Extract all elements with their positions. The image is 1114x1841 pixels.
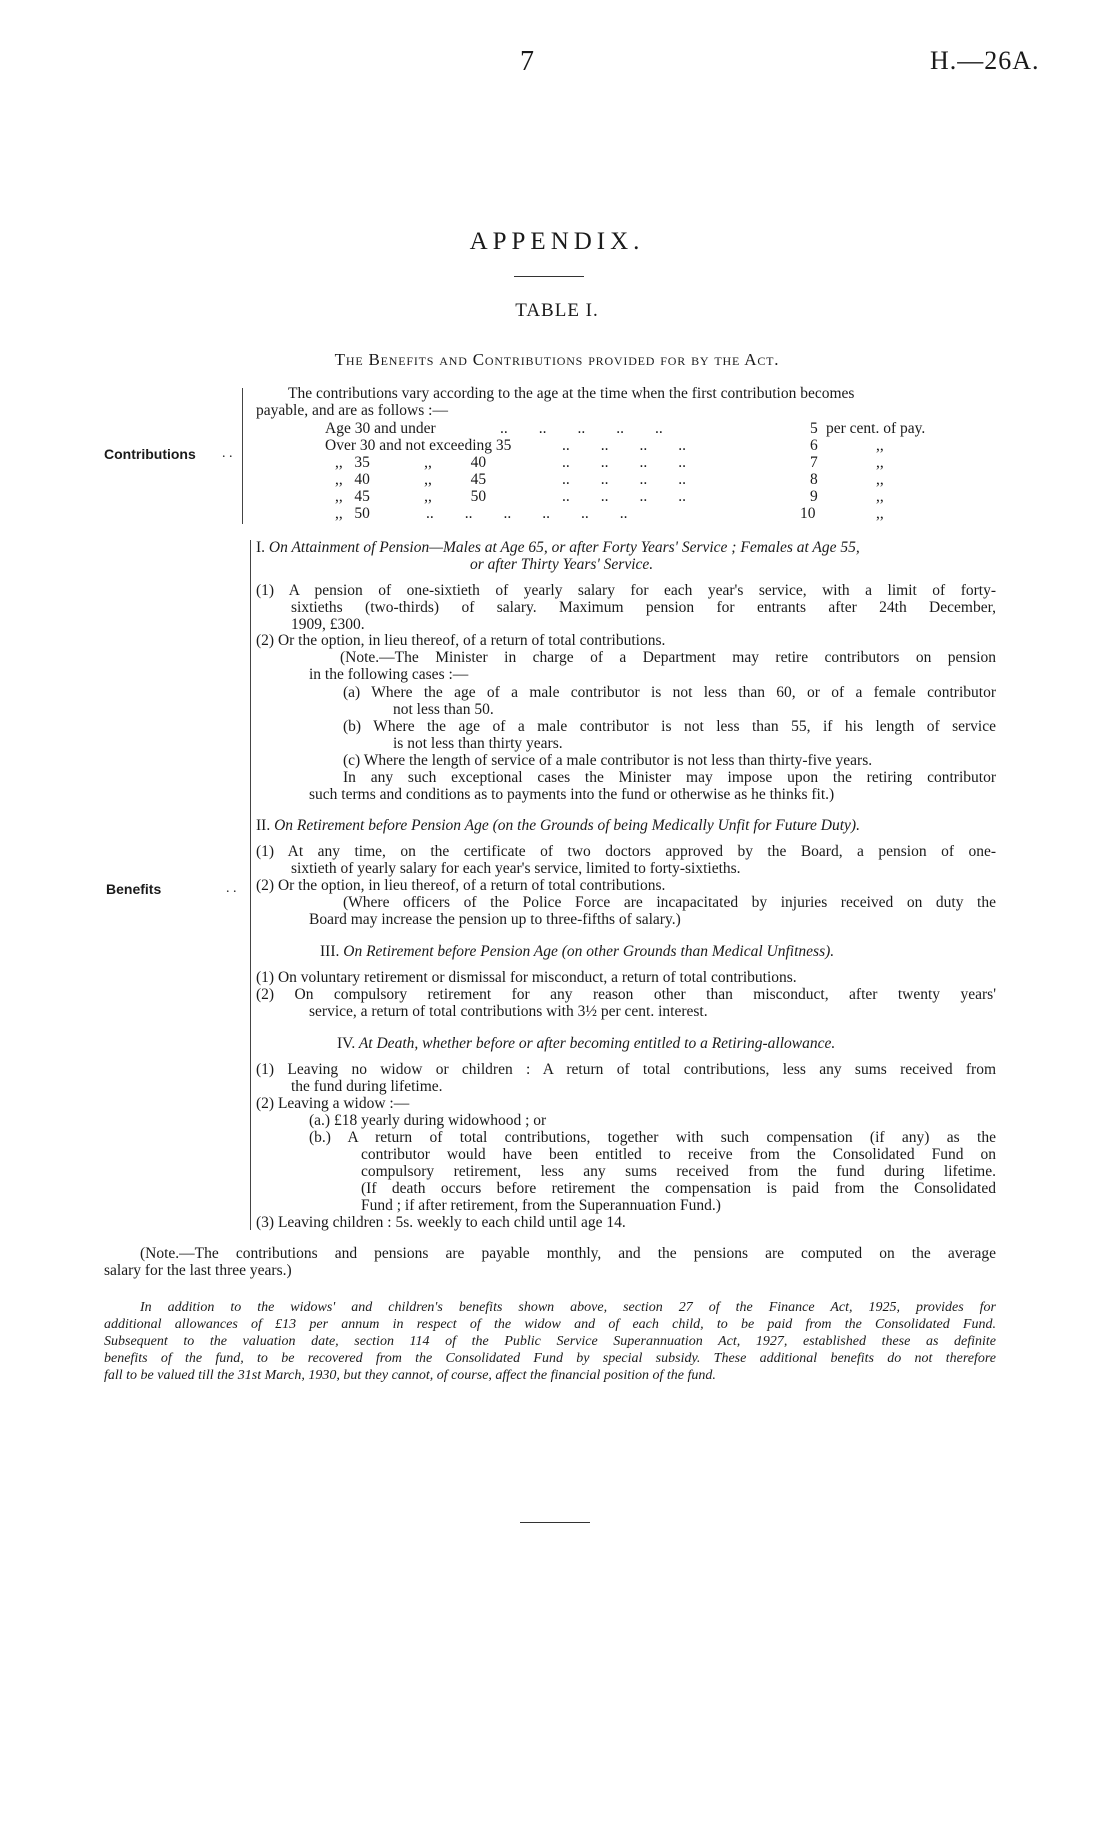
- section-1-heading-line-2: or after Thirty Years' Service.: [470, 556, 654, 573]
- section-2-number: II.: [256, 817, 271, 834]
- section-1-number: I.: [256, 539, 266, 556]
- section-4-heading-text: At Death, whether before or after becoming entitled to a Retiring-allowance.: [358, 1035, 836, 1052]
- appendix-title: APPENDIX.: [469, 228, 645, 255]
- page-number: 7: [520, 46, 534, 77]
- section-1-case-b-line-1: (b) Where the age of a male contributor is not less than 55, if his length of service: [343, 718, 996, 735]
- section-1-note-line-1: (Note.—The Minister in charge of a Department may retire contributors on pension: [340, 649, 996, 666]
- section-1-item-1-line-3: 1909, £300.: [291, 616, 365, 633]
- contributions-brace: [242, 388, 243, 524]
- section-4-item-3: (3) Leaving children : 5s. weekly to each child until age 14.: [256, 1214, 626, 1231]
- rate-leader: .. .. .. ..: [562, 437, 686, 454]
- section-1-note-line-2: in the following cases :—: [309, 666, 469, 683]
- general-note-line-1: (Note.—The contributions and pensions are payable monthly, and the pensions are computed on the average: [140, 1245, 996, 1262]
- benefits-label: Benefits: [106, 881, 162, 897]
- section-4-item-2a: (a.) £18 yearly during widowhood ; or: [309, 1112, 547, 1129]
- section-2-heading: [256, 817, 860, 835]
- section-2-heading-text: On Retirement before Pension Age (on the Grounds of being Medically Unfit for Future Duty).: [274, 817, 860, 834]
- contributions-label: Contributions: [104, 446, 196, 462]
- rate-leader: .. .. .. ..: [562, 454, 686, 471]
- rate-age: ,, 45 ,, 50: [335, 488, 487, 505]
- rate-value: 5: [810, 420, 818, 437]
- section-3-item-1: (1) On voluntary retirement or dismissal for misconduct, a return of total contributions.: [256, 969, 797, 986]
- addition-line-5: fall to be valued till the 31st March, 1930, but they cannot, of course, affect the financial position of the fund.: [104, 1368, 716, 1383]
- section-2-police-line-2: Board may increase the pension up to three-fifths of salary.): [309, 911, 681, 928]
- rate-value: 10: [800, 505, 816, 522]
- section-2-item-2: (2) Or the option, in lieu thereof, of a return of total contributions.: [256, 877, 666, 894]
- rate-age: Age 30 and under: [325, 420, 436, 437]
- rate-unit: ,,: [876, 488, 884, 505]
- section-1-case-b-line-2: is not less than thirty years.: [393, 735, 563, 752]
- section-4-item-2b-line-5: Fund ; if after retirement, from the Superannuation Fund.): [361, 1197, 721, 1214]
- rate-leader: .. .. .. .. .. ..: [426, 505, 628, 522]
- benefits-brace: [250, 540, 251, 1230]
- rate-age: ,, 35 ,, 40: [335, 454, 487, 471]
- contributions-leader-dots: . .: [222, 446, 233, 461]
- addition-line-4: benefits of the fund, to be recovered from the Consolidated Fund by special subsidy. These additional benefits do not therefore: [104, 1351, 996, 1366]
- section-1-item-1-line-1: (1) A pension of one-sixtieth of yearly salary for each year's service, with a limit of forty-: [256, 582, 996, 599]
- section-2-item-1-line-2: sixtieth of yearly salary for each year's service, limited to forty-sixtieths.: [291, 860, 741, 877]
- rate-unit: ,,: [876, 454, 884, 471]
- section-4-item-1-line-2: the fund during lifetime.: [291, 1078, 443, 1095]
- contributions-intro-line-2: payable, and are as follows :—: [256, 402, 448, 419]
- rate-unit: ,,: [876, 437, 884, 454]
- addition-line-1: In addition to the widows' and children's benefits shown above, section 27 of the Finance Act, 1925, provides for: [140, 1300, 996, 1315]
- section-4-item-2: (2) Leaving a widow :—: [256, 1095, 410, 1112]
- section-4-item-2b-line-3: compulsory retirement, less any sums received from the fund during lifetime.: [361, 1163, 996, 1180]
- rate-age: ,, 50: [335, 505, 370, 522]
- section-1-heading-line-1: On Attainment of Pension—Males at Age 65, or after Forty Years' Service ; Females at Age 55,: [268, 539, 860, 556]
- table-heading: The Benefits and Contributions provided for by the Act.: [334, 350, 780, 369]
- document-code: H.—26A.: [930, 46, 1040, 75]
- rate-value: 7: [810, 454, 818, 471]
- rate-unit: ,,: [876, 471, 884, 488]
- rate-age: Over 30 and not exceeding 35: [325, 437, 512, 454]
- general-note-line-2: salary for the last three years.): [104, 1262, 292, 1279]
- addition-line-3: Subsequent to the valuation date, section 114 of the Public Service Superannuation Act, 1927, established these as definite: [104, 1334, 996, 1349]
- section-4-item-2b-line-2: contributor would have been entitled to receive from the Consolidated Fund on: [361, 1146, 996, 1163]
- rate-leader: .. .. .. ..: [562, 488, 686, 505]
- section-4-number: IV.: [337, 1035, 356, 1052]
- section-1-case-a-line-2: not less than 50.: [393, 701, 494, 718]
- section-3-number: III.: [320, 943, 340, 960]
- section-1-case-c: (c) Where the length of service of a male contributor is not less than thirty-five years.: [343, 752, 873, 769]
- section-2-item-1-line-1: (1) At any time, on the certificate of two doctors approved by the Board, a pension of one-: [256, 843, 996, 860]
- rate-value: 6: [810, 437, 818, 454]
- section-1-heading: [256, 539, 860, 557]
- section-3-heading: [320, 943, 834, 961]
- benefits-leader-dots: . .: [226, 881, 237, 896]
- section-1-exception-line-2: such terms and conditions as to payments into the fund or otherwise as he thinks fit.): [309, 786, 835, 803]
- rate-age: ,, 40 ,, 45: [335, 471, 487, 488]
- section-4-item-2b-line-1: (b.) A return of total contributions, together with such compensation (if any) as the: [309, 1129, 996, 1146]
- section-3-item-2-line-2: service, a return of total contributions with 3½ per cent. interest.: [309, 1003, 708, 1020]
- section-4-item-1-line-1: (1) Leaving no widow or children : A return of total contributions, less any sums received from: [256, 1061, 996, 1078]
- rate-unit: ,,: [876, 505, 884, 522]
- footer-divider: [520, 1522, 590, 1523]
- contributions-intro-line-1: The contributions vary according to the age at the time when the first contribution becomes: [288, 385, 855, 402]
- section-1-item-1-line-2: sixtieths (two-thirds) of salary. Maximum pension for entrants after 24th December,: [291, 599, 996, 616]
- section-3-item-2-line-1: (2) On compulsory retirement for any reason other than misconduct, after twenty years': [256, 986, 996, 1003]
- rate-unit: per cent. of pay.: [826, 420, 926, 437]
- section-4-heading: [337, 1035, 835, 1053]
- section-1-case-a-line-1: (a) Where the age of a male contributor is not less than 60, or of a female contributor: [343, 684, 996, 701]
- rate-value: 9: [810, 488, 818, 505]
- section-3-heading-text: On Retirement before Pension Age (on other Grounds than Medical Unfitness).: [343, 943, 835, 960]
- title-divider: [514, 276, 584, 277]
- section-1-item-2: (2) Or the option, in lieu thereof, of a return of total contributions.: [256, 632, 666, 649]
- section-2-police-line-1: (Where officers of the Police Force are incapacitated by injuries received on duty the: [343, 894, 996, 911]
- rate-value: 8: [810, 471, 818, 488]
- section-4-item-2b-line-4: (If death occurs before retirement the compensation is paid from the Consolidated: [361, 1180, 996, 1197]
- rate-leader: .. .. .. ..: [562, 471, 686, 488]
- rate-leader: .. .. .. .. ..: [500, 420, 663, 437]
- addition-line-2: additional allowances of £13 per annum in respect of the widow and of each child, to be paid from the Consolidated Fund.: [104, 1317, 996, 1332]
- section-1-exception-line-1: In any such exceptional cases the Minister may impose upon the retiring contributor: [343, 769, 996, 786]
- table-title: TABLE I.: [515, 300, 599, 321]
